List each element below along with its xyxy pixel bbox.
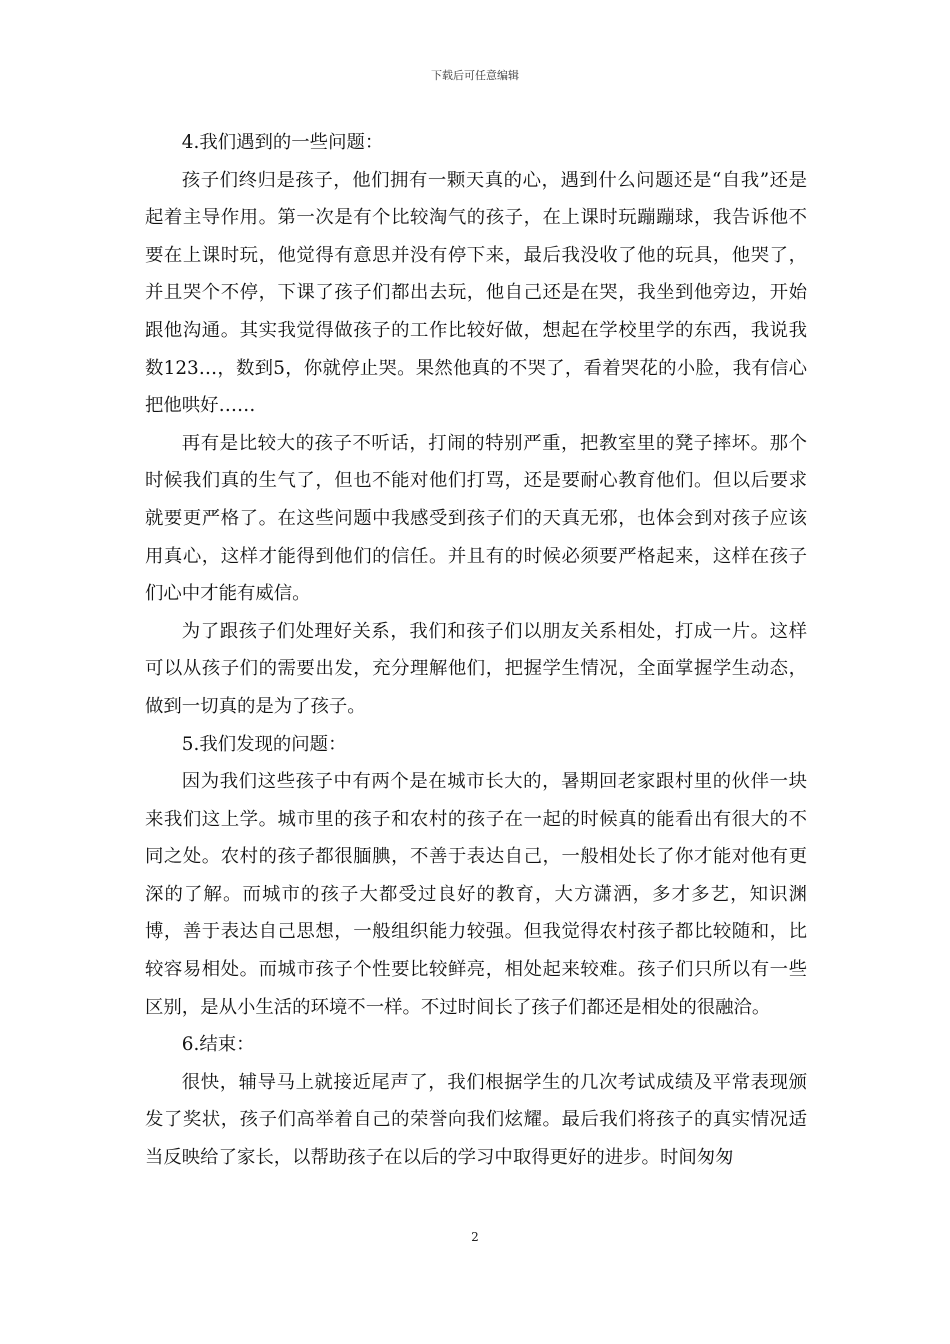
- body-paragraph: 为了跟孩子们处理好关系，我们和孩子们以朋友关系相处，打成一片。这样可以从孩子们的需要出发，充分理解他们，把握学生情况，全面掌握学生动态，做到一切真的是为了孩子。: [145, 620, 807, 717]
- document-body: [145, 124, 807, 1177]
- body-paragraph: 再有是比较大的孩子不听话，打闹的特别严重，把教室里的凳子摔坏。那个时候我们真的生气了，但也不能对他们打骂，还是要耐心教育他们。但以后要求就要更严格了。在这些问题中我感受到孩子们的天真无邪，也体会到对孩子应该用真心，这样才能得到他们的信任。并且有的时候必须要严格起来，这样在孩子们心中才能有威信。: [145, 432, 807, 605]
- page-header: 下载后可任意编辑: [431, 69, 519, 82]
- section-heading-6: 6.结束：: [181, 1034, 255, 1056]
- page-number: 2: [471, 1230, 479, 1244]
- body-paragraph: 因为我们这些孩子中有两个是在城市长大的，暑期回老家跟村里的伙伴一块来我们这上学。城市里的孩子和农村的孩子在一起的时候真的能看出有很大的不同之处。农村的孩子都很腼腆，不善于表达自己，一般相处长了你才能对他有更深的了解。而城市的孩子大都受过良好的教育，大方潇洒，多才多艺，知识渊博，善于表达自己思想，一般组织能力较强。但我觉得农村孩子都比较随和，比较容易相处。而城市孩子个性要比较鲜亮，相处起来较难。孩子们只所以有一些区别，是从小生活的环境不一样。不过时间长了孩子们都还是相处的很融洽。: [145, 771, 807, 1018]
- section-heading-5: 5.我们发现的问题：: [181, 733, 347, 755]
- body-paragraph: 很快，辅导马上就接近尾声了，我们根据学生的几次考试成绩及平常表现颁发了奖状，孩子们高举着自己的荣誉向我们炫耀。最后我们将孩子的真实情况适当反映给了家长，以帮助孩子在以后的学习中取得更好的进步。时间匆匆: [145, 1071, 807, 1169]
- section-heading-4: 4.我们遇到的一些问题：: [181, 132, 384, 153]
- body-paragraph: 孩子们终归是孩子，他们拥有一颗天真的心，遇到什么问题还是“自我”还是起着主导作用。第一次是有个比较淘气的孩子，在上课时玩蹦蹦球，我告诉他不要在上课时玩，他觉得有意思并没有停下来，最后我没收了他的玩具，他哭了，并且哭个不停，下课了孩子们都出去玩，他自己还是在哭，我坐到他旁边，开始跟他沟通。其实我觉得做孩子的工作比较好做，想起在学校里学的东西，我说我数123…，数到5，你就停止哭。果然他真的不哭了，看着哭花的小脸，我有信心把他哄好……: [145, 169, 807, 417]
